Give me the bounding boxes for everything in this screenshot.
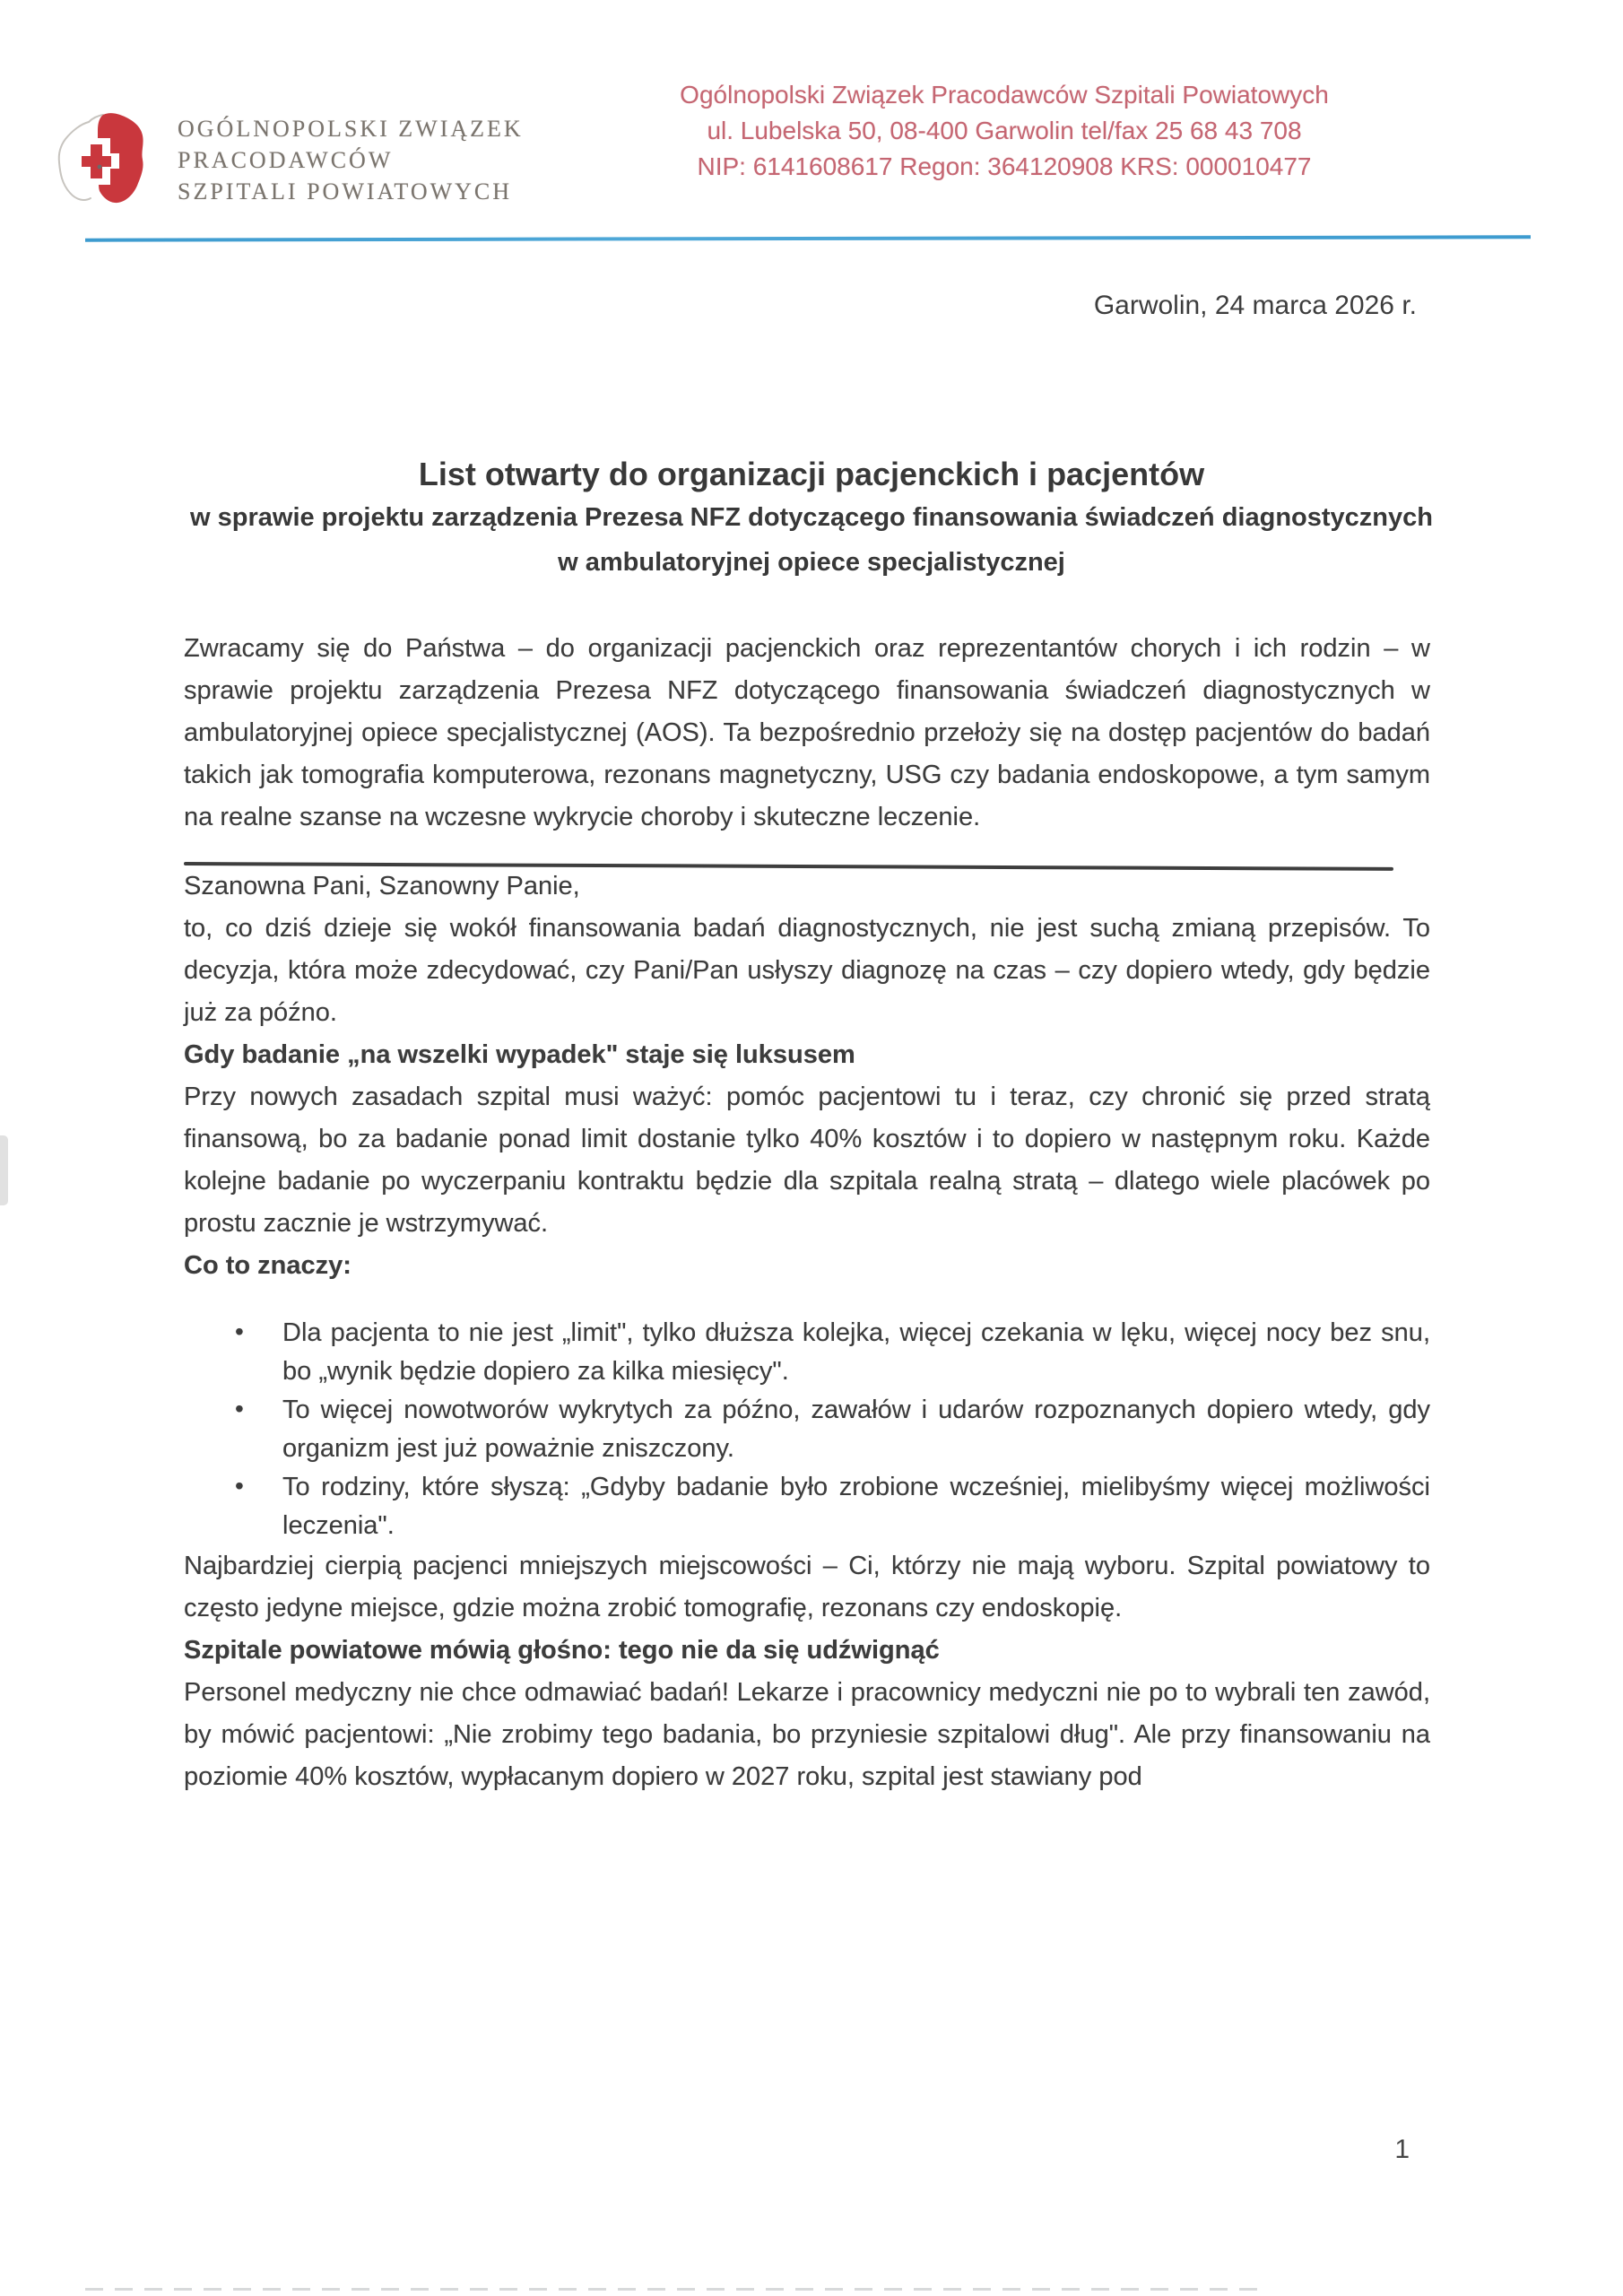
organization-name-block — [178, 113, 524, 207]
organization-name-line: SZPITALI POWIATOWYCH — [178, 178, 513, 204]
intro-paragraph: Zwracamy się do Państwa – do organizacji pacjenckich oraz reprezentantów chorych i ich rodzin – w sprawie projektu zarządzenia Prezesa NFZ dotyczącego finansowania świadczeń diagnostycznych w ambulatoryjnej opiece specjalistycznej (AOS). Ta bezpośrednio przełoży się na dostęp pacjentów do badań takich jak tomografia komputerowa, rezonans magnetyczny, USG czy badania endoskopowe, a tym samym na realne szanse na wczesne wykrycie choroby i skuteczne leczenie. — [184, 634, 1430, 831]
organization-name-line: PRACODAWCÓW — [178, 147, 394, 173]
section-heading-meaning: Co to znaczy: — [184, 1251, 352, 1280]
bullet-item-patient-queue: • Dla pacjenta to nie jest „limit", tylko dłuższa kolejka, więcej czekania w lęku, więcej nocy bez snu, bo „wynik będzie dopiero za kilka miesięcy". — [282, 1314, 1430, 1391]
section-heading-hospitals-speak: Szpitale powiatowe mówią głośno: tego nie da się udźwignąć — [184, 1636, 940, 1665]
salutation: Szanowna Pani, Szanowny Panie, — [184, 872, 580, 900]
paragraph-decision: to, co dziś dzieje się wokół finansowania badań diagnostycznych, nie jest suchą zmianą przepisów. To decyzja, która może zdecydować, czy Pani/Pan usłyszy diagnozę na czas – czy dopiero wtedy, gdy będzie już za późno. — [184, 914, 1430, 1027]
bullet-item-families: • To rodziny, które słyszą: „Gdyby badanie było zrobione wcześniej, mielibyśmy więcej możliwości leczenia". — [282, 1468, 1430, 1545]
organization-name-line: OGÓLNOPOLSKI ZWIĄZEK — [178, 116, 524, 142]
section-heading-luxury: Gdy badanie „na wszelki wypadek" staje się luksusem — [184, 1040, 855, 1069]
letter-body — [184, 628, 1430, 1798]
consequences-bullet-list — [184, 1314, 1430, 1545]
logo-center-dot — [98, 165, 102, 170]
page-number: 1 — [1394, 2135, 1410, 2164]
bottom-scan-edge-artifact — [85, 2288, 1260, 2291]
letter-title: List otwarty do organizacji pacjenckich i pacjentów — [418, 456, 1205, 492]
paragraph-new-rules: Przy nowych zasadach szpital musi ważyć: pomóc pacjentowi tu i teraz, czy chronić się przed stratą finansową, bo za badanie ponad limit dostanie tylko 40% kosztów i to dopiero w następnym roku. Każde kolejne badanie po wyczerpaniu kontraktu będzie dla szpitala realną stratą – dlatego wiele placówek po prostu zacznie je wstrzymywać. — [184, 1083, 1430, 1238]
contact-address-phone: ul. Lubelska 50, 08-400 Garwolin tel/fax 25 68 43 708 — [707, 117, 1302, 144]
contact-registry-numbers: NIP: 6141608617 Regon: 364120908 KRS: 000010477 — [697, 152, 1312, 180]
header-divider-rule — [85, 235, 1531, 241]
paragraph-small-towns: Najbardziej cierpią pacjenci mniejszych miejscowości – Ci, którzy nie mają wyboru. Szpital powiatowy to często jedyne miejsce, gdzie można zrobić tomografię, rezonans czy endoskopię. — [184, 1552, 1430, 1622]
bullet-item-late-diagnoses: • To więcej nowotworów wykrytych za późno, zawałów i udarów rozpoznanych dopiero wtedy, gdy organizm jest już poważnie zniszczony. — [282, 1391, 1430, 1468]
date-place-line: Garwolin, 24 marca 2026 r. — [1093, 291, 1417, 320]
logo-red-cross-vertical — [91, 144, 102, 178]
letter-title-block — [0, 454, 1623, 585]
left-edge-scan-smudge — [0, 1135, 8, 1205]
letter-subtitle-line2: w ambulatoryjnej opiece specjalistycznej — [558, 548, 1065, 577]
contact-info-block — [601, 77, 1408, 185]
letter-subtitle-line1: w sprawie projektu zarządzenia Prezesa NFZ dotyczącego finansowania świadczeń diagnostycznych — [190, 503, 1433, 532]
paragraph-medical-staff: Personel medyczny nie chce odmawiać badań! Lekarze i pracownicy medyczni nie po to wybrali ten zawód, by mówić pacjentowi: „Nie zrobimy tego badania, bo przyniesie szpitalowi dług". Ale przy finansowaniu na poziomie 40% kosztów, wypłacanym dopiero w 2027 roku, szpital jest stawiany pod — [184, 1678, 1430, 1791]
contact-org-name: Ogólnopolski Związek Pracodawców Szpitali Powiatowych — [680, 81, 1329, 109]
